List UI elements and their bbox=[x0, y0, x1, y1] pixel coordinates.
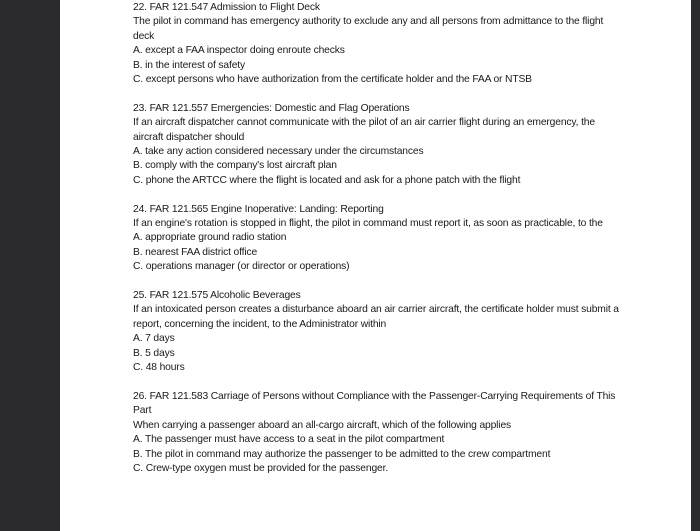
answer-option-b: B. nearest FAA district office bbox=[133, 246, 258, 258]
question-22 bbox=[133, 1, 623, 87]
question-prompt: When carrying a passenger aboard an all-cargo aircraft, which of the following applies bbox=[133, 419, 512, 431]
question-heading: 25. FAR 121.575 Alcoholic Beverages bbox=[133, 290, 301, 302]
question-heading: 26. FAR 121.583 Carriage of Persons without Compliance with the Passenger-Carrying Requirements of This Part bbox=[133, 390, 616, 417]
question-25 bbox=[133, 289, 623, 375]
question-prompt: If an aircraft dispatcher cannot communicate with the pilot of an air carrier flight during an emergency, the aircraft dispatcher should bbox=[133, 117, 595, 143]
answer-option-b: B. in the interest of safety bbox=[133, 59, 245, 71]
question-prompt: If an engine's rotation is stopped in flight, the pilot in command must report it, as soon as practicable, to the bbox=[133, 218, 603, 230]
question-prompt: If an intoxicated person creates a disturbance aboard an air carrier aircraft, the certificate holder must submit a report, concerning the incident, to the Administrator within bbox=[133, 304, 619, 330]
answer-option-b: B. comply with the company's lost aircraft plan bbox=[133, 160, 337, 172]
answer-option-a: A. except a FAA inspector doing enroute checks bbox=[133, 45, 345, 57]
answer-option-a: A. 7 days bbox=[133, 333, 175, 345]
answer-option-c: C. except persons who have authorization from the certificate holder and the FAA or NTSB bbox=[133, 74, 532, 86]
answer-option-b: B. 5 days bbox=[133, 347, 175, 359]
answer-option-a: A. take any action considered necessary under the circumstances bbox=[133, 146, 424, 158]
question-24 bbox=[133, 203, 623, 275]
question-23 bbox=[133, 102, 623, 188]
right-dark-margin bbox=[691, 0, 700, 531]
question-heading: 22. FAR 121.547 Admission to Flight Deck bbox=[133, 2, 320, 13]
left-dark-margin bbox=[0, 0, 60, 531]
answer-option-a: A. The passenger must have access to a seat in the pilot compartment bbox=[133, 434, 445, 446]
question-list bbox=[133, 1, 623, 491]
answer-option-c: C. phone the ARTCC where the flight is located and ask for a phone patch with the flight bbox=[133, 174, 521, 186]
answer-option-a: A. appropriate ground radio station bbox=[133, 232, 287, 244]
answer-option-c: C. operations manager (or director or operations) bbox=[133, 261, 350, 273]
answer-option-c: C. 48 hours bbox=[133, 362, 185, 374]
question-heading: 24. FAR 121.565 Engine Inoperative: Landing: Reporting bbox=[133, 203, 384, 215]
answer-option-b: B. The pilot in command may authorize the passenger to be admitted to the crew compartment bbox=[133, 448, 551, 460]
answer-option-c: C. Crew-type oxygen must be provided for the passenger. bbox=[133, 462, 389, 474]
question-prompt: The pilot in command has emergency authority to exclude any and all persons from admittance to the flight deck bbox=[133, 16, 604, 42]
question-26 bbox=[133, 390, 623, 476]
question-heading: 23. FAR 121.557 Emergencies: Domestic and Flag Operations bbox=[133, 102, 410, 114]
